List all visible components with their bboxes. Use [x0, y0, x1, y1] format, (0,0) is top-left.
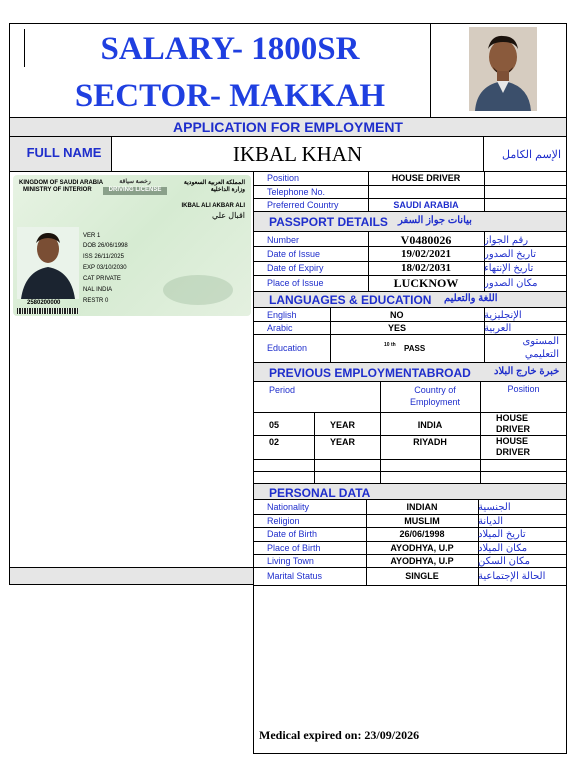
education-ar-2: التعليمي — [524, 349, 559, 360]
english-value: NO — [390, 309, 404, 320]
languages-title: LANGUAGES & EDUCATION — [269, 293, 432, 307]
place-of-issue-label: Place of Issue — [267, 278, 324, 288]
education-ar-1: المستوى — [522, 336, 559, 347]
religion-ar: الديانة — [478, 515, 504, 527]
marital-status-ar: الحالة الإجتماعية — [478, 571, 546, 582]
education-grade: 10 th — [384, 342, 396, 348]
english-ar: الإنجليزية — [484, 309, 522, 321]
employment-title-ar: خبرة خارج البلاد — [494, 366, 560, 377]
col-country: Country of Employment — [409, 385, 461, 407]
sector-title: SECTOR- MAKKAH — [74, 78, 386, 114]
expiry-date-label: Date of Expiry — [267, 263, 324, 273]
license-country-ar: المملكة العربية السعودية — [183, 180, 245, 186]
passport-title-ar: بيانات جواز السفر — [398, 215, 472, 226]
license-ver: VER 1 — [83, 233, 101, 239]
marital-status-label: Marital Status — [267, 571, 323, 581]
education-value: PASS — [404, 344, 426, 353]
dob-value: 26/06/1998 — [399, 529, 445, 539]
expiry-date-ar: تاريخ الإنتهاء — [484, 263, 534, 274]
nationality-value: INDIAN — [406, 502, 438, 512]
license-barcode — [17, 308, 79, 314]
license-dob: DOB 26/06/1998 — [83, 243, 128, 249]
issue-date-ar: تاريخ الصدور — [484, 248, 537, 260]
education-label: Education — [267, 343, 308, 353]
license-restr: RESTR 0 — [83, 298, 109, 304]
license-photo — [17, 227, 79, 299]
telephone-label: Telephone No. — [267, 186, 326, 197]
applicant-photo — [469, 27, 537, 111]
expiry-date-value: 18/02/2031 — [400, 262, 452, 274]
license-title-ar: رخصة سياقة — [119, 179, 151, 185]
position-value: HOUSE DRIVER — [391, 173, 461, 183]
passport-number-value: V0480026 — [400, 233, 452, 247]
salary-title: SALARY- 1800SR — [100, 31, 360, 67]
dob-label: Date of Birth — [267, 529, 318, 539]
license-number: 2580200000 — [27, 300, 61, 306]
passport-title: PASSPORT DETAILS — [269, 215, 388, 229]
arabic-label: Arabic — [267, 322, 293, 333]
place-of-birth-value: AYODHYA, U.P — [390, 542, 454, 553]
personal-title: PERSONAL DATA — [269, 486, 371, 500]
medical-expiry: Medical expired on: 23/09/2026 — [259, 728, 420, 742]
religion-label: Religion — [267, 515, 300, 526]
place-of-birth-label: Place of Birth — [267, 542, 321, 553]
license-exp: EXP 03/10/2030 — [83, 265, 127, 271]
emp-row-2-country: RIYADH — [413, 437, 447, 447]
place-of-birth-ar: مكان الميلاد — [478, 542, 528, 554]
passport-number-label: Number — [267, 234, 300, 245]
telephone-value — [368, 186, 484, 198]
col-position: Position — [507, 384, 540, 394]
emp-row-2-unit: YEAR — [330, 437, 356, 447]
license-ministry: MINISTRY OF INTERIOR — [23, 187, 92, 193]
marital-status-value: SINGLE — [405, 571, 439, 581]
religion-value: MUSLIM — [404, 515, 440, 526]
living-town-label: Living Town — [267, 555, 314, 566]
nationality-label: Nationality — [267, 502, 310, 512]
preferred-country-label: Preferred Country — [267, 199, 339, 210]
emp-row-1-position: HOUSE DRIVER — [496, 413, 531, 434]
col-period: Period — [269, 385, 296, 395]
emp-row-1-country: INDIA — [417, 420, 443, 430]
place-of-issue-ar: مكان الصدور — [484, 278, 538, 289]
license-nat: NAL INDIA — [83, 287, 113, 293]
license-country: KINGDOM OF SAUDI ARABIA — [19, 180, 104, 186]
position-label: Position — [267, 173, 300, 183]
living-town-value: AYODHYA, U.P — [390, 555, 454, 566]
arabic-ar: العربية — [484, 322, 512, 334]
issue-date-value: 19/02/2021 — [400, 247, 452, 260]
emp-row-1-num: 05 — [269, 420, 280, 430]
issue-date-label: Date of Issue — [267, 248, 321, 259]
arabic-value: YES — [388, 322, 407, 333]
passport-number-ar: رقم الجواز — [484, 234, 529, 246]
preferred-country-value: SAUDI ARABIA — [393, 199, 459, 210]
emp-row-2-position: HOUSE DRIVER — [496, 436, 531, 457]
place-of-issue-value: LUCKNOW — [393, 276, 459, 290]
full-name-label: FULL NAME — [26, 145, 102, 160]
license-holder-name: IKBAL ALI AKBAR ALI — [181, 203, 245, 209]
dob-ar: تاريخ الميلاد — [478, 529, 526, 540]
full-name-value: IKBAL KHAN — [232, 142, 363, 166]
license-ministry-ar: وزارة الداخلية — [210, 187, 245, 193]
emp-row-1-unit: YEAR — [330, 420, 356, 430]
nationality-ar: الجنسية — [478, 502, 511, 513]
driving-license-card — [13, 175, 251, 316]
languages-title-ar: اللغة والتعليم — [444, 293, 498, 304]
license-title-en: DRIVING LICENSE — [103, 187, 167, 195]
full-name-arabic: الإسم الكامل — [502, 149, 561, 161]
employment-title: PREVIOUS EMPLOYMENTABROAD — [269, 366, 471, 380]
header-cursor — [24, 29, 25, 67]
license-holder-name-ar: اقبال علي — [211, 211, 245, 220]
license-cat: CAT PRIVATE — [83, 276, 121, 282]
left-column-bar — [9, 567, 254, 585]
license-iss: ISS 26/11/2025 — [83, 254, 124, 260]
english-label: English — [267, 309, 297, 320]
living-town-ar: مكان السكن — [478, 555, 530, 567]
emp-row-2-num: 02 — [269, 437, 280, 447]
license-watermark — [163, 275, 233, 305]
form-title: APPLICATION FOR EMPLOYMENT — [173, 119, 403, 135]
